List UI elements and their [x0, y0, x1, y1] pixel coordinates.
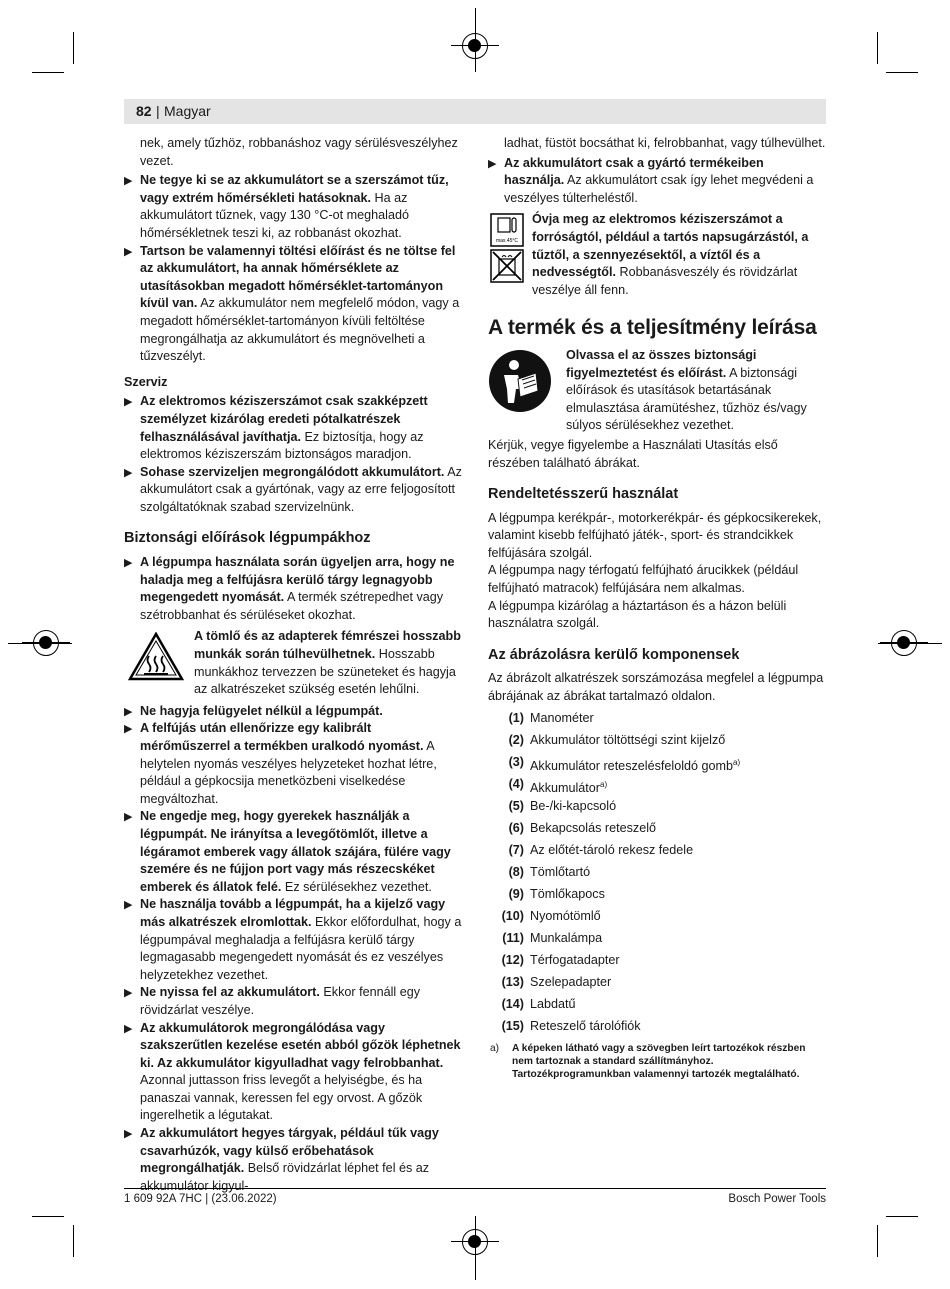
component-label: Akkumulátor reteszelésfeloldó gomb — [530, 758, 734, 773]
bold-text: Ne engedje meg, hogy gyerekek használják a légpumpát. Ne irányítsa a levegőtömlőt, illetve a légáramot emberek vagy állatok szájára, fülére vagy szemére és ne fújjon port vagy más részecskéket emberek és állatok felé. — [140, 809, 451, 894]
bold-text: Ne használja tovább a légpumpát, ha a kijelző vagy más alkatrészek elromlottak. — [140, 897, 446, 929]
component-number: (5) — [508, 798, 524, 813]
bullet-icon: ▶ — [124, 175, 133, 188]
bold-text: Az akkumulátort hegyes tárgyak, például tűk vagy csavarhúzók, vagy külső erőbehatások megrongálhatják. — [140, 1126, 439, 1176]
list-item — [488, 798, 826, 820]
bullet-icon: ▶ — [124, 466, 133, 479]
component-number: (7) — [508, 842, 524, 857]
crop-mark-bottom-left — [73, 1225, 74, 1257]
body-text: Ekkor fennáll egy rövidzárlat veszélye. — [140, 985, 420, 1017]
component-label: Tömlőtartó — [530, 864, 591, 879]
bullet-icon: ▶ — [488, 157, 497, 170]
component-number: (4) — [508, 776, 524, 791]
bold-text: Az elektromos kéziszerszámot csak szakképzett személyzet kizárólag eredeti pótalkatrészek felhasználásával javíthatja. — [140, 394, 428, 444]
read-instructions-notice — [488, 347, 826, 435]
footnote — [488, 1042, 826, 1081]
continued-paragraph: ladhat, füstöt bocsáthat ki, felrobbanhat, vagy túlhevülhet. — [504, 136, 826, 150]
bold-text: A tömlő és az adapterek fémrészei hosszabb munkák során túlhevülhetnek. — [194, 629, 461, 662]
list-item — [488, 820, 826, 842]
crop-mark-bottom-right-h — [886, 1216, 918, 1217]
header-language: Magyar — [164, 103, 211, 119]
body-text: A termék szétrepedhet vagy szétrobbanhat és sérüléseket okozhat. — [140, 590, 444, 622]
bullet-icon: ▶ — [124, 396, 133, 409]
body-text: Robbanásveszély és rövidzárlat veszélye áll fenn. — [532, 265, 798, 297]
page-header — [124, 99, 826, 124]
component-number: (14) — [501, 996, 524, 1011]
crop-mark-bottom-left-h — [32, 1216, 64, 1217]
list-item — [124, 720, 462, 808]
body-text: A biztonsági előírások és utasítások betartásának elmulasztása áramütéshez, tűzhöz és/vagy súlyos sérülésekhez vezethet. — [566, 365, 807, 433]
components-intro: Az ábrázolt alkatrészek sorszámozása megfelel a légpumpa ábrájának az ábrákat tartalmazó oldalon. — [488, 671, 824, 704]
crop-mark-top-left-h — [32, 72, 64, 73]
body-text: Az akkumulátort csak a gyártónak, vagy az erre feljogosított szolgáltatóknak szabad szervizelnünk. — [140, 464, 462, 514]
bullet-icon: ▶ — [124, 557, 133, 570]
list-item — [124, 393, 462, 463]
list-item — [488, 864, 826, 886]
crop-mark-bottom-right — [877, 1225, 878, 1257]
list-item — [488, 952, 826, 974]
bullet-icon: ▶ — [124, 987, 133, 1000]
no-fire-water-icon — [490, 249, 524, 283]
page-footer — [124, 1188, 826, 1205]
hot-surface-warning — [124, 628, 462, 698]
component-number: (9) — [508, 886, 524, 901]
body-text: Az akkumulátor nem megfelelő módon, vagy a megadott hőmérséklet-tartományon kívüli feltöltése megrongálhatja az akkumulátort és megnövelheti a tűzveszélyt. — [140, 296, 460, 364]
crop-mark-top-right — [877, 32, 878, 64]
section-heading-komponensek: Az ábrázolásra kerülő komponensek — [488, 646, 740, 663]
temperature-label: max.45°C — [495, 238, 519, 245]
list-item — [488, 908, 826, 930]
bullet-icon: ▶ — [124, 1128, 133, 1141]
component-number: (15) — [501, 1018, 524, 1033]
footnote-ref: a) — [733, 757, 741, 767]
component-number: (12) — [501, 952, 524, 967]
bold-text: Sohase szervizeljen megrongálódott akkumulátort. — [140, 464, 445, 479]
body-text: Az akkumulátort csak így lehet megvédeni a veszélyes túlterheléstől. — [504, 173, 814, 205]
bold-text: Ne tegye ki se az akkumulátort se a szerszámot tűz, vagy extrém hőmérsékleti hatásoknak. — [140, 173, 449, 205]
bold-text: Óvja meg az elektromos kéziszerszámot a forróságtól, például a tartós napsugárzástól, a tűztől, a szennyezésektől, a víztől és a nedvességtől. — [532, 212, 809, 280]
section-heading-szerviz: Szerviz — [124, 374, 168, 389]
list-item — [488, 776, 826, 798]
header-separator: | — [156, 103, 160, 119]
list-item — [124, 896, 462, 984]
component-number: (8) — [508, 864, 524, 879]
section-title: A termék és a teljesítmény leírása — [488, 316, 817, 340]
bold-text: Az akkumulátorok megrongálódása vagy szakszerűtlen kezelése esetén abból gőzök léphetnek ki. Az akkumulátor kigyulladhat vagy felrobbanhat. — [140, 1020, 461, 1070]
list-item — [124, 703, 462, 721]
component-number: (11) — [502, 930, 524, 945]
bold-text: Tartson be valamennyi töltési előírást és ne töltse fel az akkumulátort, ha annak hőmérséklete az utasításokban megadott hőmérséklet-tartományon kívül van. — [140, 243, 456, 311]
component-number: (10) — [501, 908, 524, 923]
list-item — [124, 243, 462, 366]
document-id: 1 609 92A 7HC | (23.06.2022) — [124, 1193, 277, 1205]
footnote-text: A képeken látható vagy a szövegben leírt tartozékok részben nem tartoznak a standard szállítmányhoz. Tartozékprogramunkban valamennyi tartozék megtalálható. — [512, 1042, 806, 1080]
bold-text: Ne hagyja felügyelet nélkül a légpumpát. — [140, 703, 383, 718]
body-text: Ha az akkumulátort tűznek, vagy 130 °C-ot meghaladó hőmérsékletnek teszi ki, az robbanást okozhat. — [140, 190, 409, 240]
intended-use-1: A légpumpa kerékpár-, motorkerékpár- és gépkocsikerekek, valamint kisebb felfújható játék-, sport- és strandcikkek felfújására szolgál. — [488, 510, 822, 560]
list-item — [488, 886, 826, 908]
bullet-icon: ▶ — [124, 705, 133, 718]
intended-use-2: A légpumpa nagy térfogatú felfújható árucikkek (például felfújható matracok) felfújására nem alkalmas. — [488, 563, 799, 596]
bold-text: Ne nyissa fel az akkumulátort. — [140, 985, 320, 1000]
components-list — [488, 710, 826, 1040]
component-number: (13) — [501, 974, 524, 989]
component-label: Munkalámpa — [530, 930, 603, 945]
footnote-ref: a) — [600, 779, 608, 789]
component-label: Be-/ki-kapcsoló — [530, 798, 617, 813]
bullet-icon: ▶ — [124, 811, 133, 824]
body-text: Azonnal juttasson friss levegőt a helyiségbe, és ha panaszai vannak, keressen fel egy orvost. A gőzök ingerelhetik a légutakat. — [140, 1073, 423, 1123]
list-item — [124, 808, 462, 896]
intended-use-3: A légpumpa kizárólag a háztartáson és a házon belüli használatra szolgál. — [488, 598, 787, 631]
left-column — [124, 135, 462, 1195]
list-item — [488, 1018, 826, 1040]
list-item — [124, 1020, 462, 1126]
bullet-icon: ▶ — [124, 723, 133, 736]
crop-mark-top-right-h — [886, 72, 918, 73]
component-label: Bekapcsolás reteszelő — [530, 820, 657, 835]
bold-text: A felfújás után ellenőrizze egy kalibrált mérőműszerrel a termékben uralkodó nyomást. — [140, 721, 424, 753]
registration-mark-top — [462, 33, 488, 59]
component-label: Labdatű — [530, 996, 576, 1011]
component-label: Akkumulátor töltöttségi szint kijelző — [530, 732, 726, 747]
registration-mark-right — [891, 630, 917, 656]
bold-text: Az akkumulátort csak a gyártó termékeiben használja. — [504, 155, 764, 188]
component-number: (3) — [508, 754, 524, 769]
component-label: Szelepadapter — [530, 974, 612, 989]
body-text: Ez sérülésekhez vezethet. — [281, 879, 432, 894]
list-item — [488, 732, 826, 754]
component-number: (1) — [508, 710, 524, 725]
temperature-icon — [490, 213, 524, 247]
read-manual-icon — [488, 349, 552, 413]
bullet-icon: ▶ — [124, 1022, 133, 1035]
list-item — [124, 554, 462, 624]
list-item — [488, 996, 826, 1018]
list-item — [124, 464, 462, 517]
footnote-mark: a) — [490, 1042, 500, 1054]
bullet-icon: ▶ — [124, 899, 133, 912]
list-item — [488, 754, 826, 776]
component-label: Térfogatadapter — [530, 952, 620, 967]
list-item — [488, 155, 826, 208]
registration-mark-left — [33, 630, 59, 656]
section-heading-rendeltetes: Rendeltetésszerű használat — [488, 486, 679, 503]
component-number: (6) — [508, 820, 524, 835]
body-text: Hosszabb munkákhoz tervezzen be szüneteket és hagyja az alkatrészeket szükség esetén lehűlni. — [194, 647, 456, 697]
component-label: Akkumulátor — [530, 780, 600, 795]
bold-text: A légpumpa használata során ügyeljen arra, hogy ne haladja meg a felfújásra kerülő tárgy legnagyobb megengedett nyomását. — [140, 555, 455, 605]
page-number: 82 — [136, 103, 152, 119]
body-text: Ekkor előfordulhat, hogy a légpumpával meghaladja a felfújásra kerülő tárgy legmagasabb megengedett nyomását és ez veszélyes helyzetekhez vezethet. — [140, 914, 462, 982]
intro-paragraph: nek, amely tűzhöz, robbanáshoz vagy sérülésveszélyhez vezet. — [140, 136, 458, 168]
component-label: Manométer — [530, 710, 594, 725]
list-item — [124, 172, 462, 242]
crop-mark-top-left — [73, 32, 74, 64]
list-item — [124, 1125, 462, 1195]
bullet-icon: ▶ — [124, 245, 133, 258]
section-heading-biztonsagi: Biztonsági előírások légpumpákhoz — [124, 530, 371, 547]
body-text: A helytelen nyomás veszélyes helyzeteket hozhat létre, például a gépkocsija menetközbeni viselkedése megváltozhat. — [140, 739, 437, 806]
list-item — [488, 974, 826, 996]
right-column — [488, 135, 826, 1081]
list-item — [488, 930, 826, 952]
hot-surface-warning-icon — [128, 632, 184, 682]
bold-text: Olvassa el az összes biztonsági figyelmeztetést és előírást. — [566, 347, 757, 380]
registration-mark-bottom — [462, 1229, 488, 1255]
component-label: Nyomótömlő — [530, 908, 601, 923]
component-label: Reteszelő tárolófiók — [530, 1018, 641, 1033]
list-item — [488, 842, 826, 864]
component-label: Tömlőkapocs — [530, 886, 605, 901]
list-item — [488, 710, 826, 732]
component-label: Az előtét-tároló rekesz fedele — [530, 842, 694, 857]
component-number: (2) — [508, 732, 524, 747]
body-text: Ez biztosítja, hogy az elektromos kéziszerszám biztonságos maradjon. — [140, 429, 424, 462]
heat-water-warning — [488, 211, 826, 299]
list-item — [124, 984, 462, 1019]
figures-note: Kérjük, vegye figyelembe a Használati Utasítás első részében található ábrákat. — [488, 437, 778, 470]
brand-name: Bosch Power Tools — [728, 1193, 826, 1205]
body-text: Belső rövidzárlat léphet fel és az akkumulátor kigyul- — [140, 1161, 430, 1193]
